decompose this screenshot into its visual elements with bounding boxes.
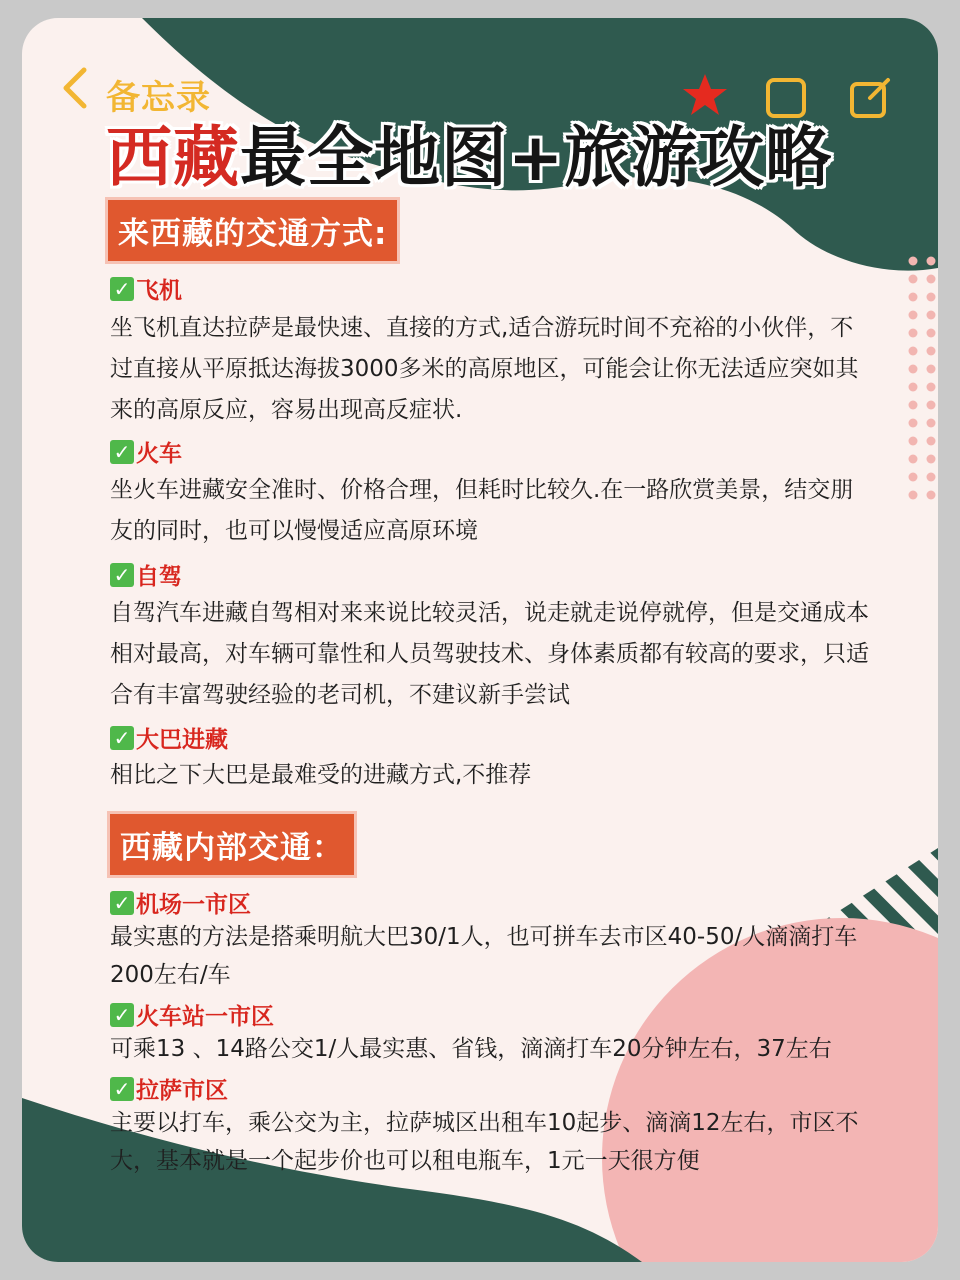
- item-head-station: [110, 998, 274, 1031]
- item-label: 火车站一市区: [136, 1004, 274, 1030]
- item-text-train: 坐火车进藏安全准时、价格合理，但耗时比较久.在一路欣赏美景，结交朋友的同时，也可以慢慢适应高原环境: [110, 477, 854, 544]
- item-label: 大巴进藏: [136, 727, 228, 753]
- checkmark-icon: ✓: [110, 277, 134, 301]
- title-red-part: 西藏: [106, 119, 240, 196]
- item-label: 飞机: [136, 278, 182, 304]
- item-label: 拉萨市区: [136, 1078, 228, 1104]
- checkmark-icon: ✓: [110, 1077, 134, 1101]
- checkmark-icon: ✓: [110, 563, 134, 587]
- note-card: [22, 18, 938, 1262]
- item-text-plane: 坐飞机直达拉萨是最快速、直接的方式,适合游玩时间不充裕的小伙伴，不过直接从平原抵达海拔3000多米的高原地区，可能会让你无法适应突如其来的高原反应，容易出现高反症状.: [110, 315, 859, 423]
- item-label: 火车: [136, 441, 182, 467]
- back-button[interactable]: [58, 66, 94, 114]
- item-text-self-drive: 自驾汽车进藏自驾相对来来说比较灵活，说走就走说停就停，但是交通成本相对最高，对车辆可靠性和人员驾驶技术、身体素质都有较高的要求，只适合有丰富驾驶经验的老司机，不建议新手尝试: [110, 600, 869, 708]
- item-head-airport: [110, 886, 251, 919]
- back-label[interactable]: 备忘录: [106, 78, 211, 118]
- item-head-bus: [110, 721, 228, 754]
- checkmark-icon: ✓: [110, 1003, 134, 1027]
- section-heading-transport: 来西藏的交通方式:: [108, 200, 397, 261]
- page-title: [106, 104, 832, 199]
- edit-icon[interactable]: [848, 76, 892, 120]
- item-text-airport: 最实惠的方法是搭乘明航大巴30/1人，也可拼车去市区40-50/人滴滴打车200左右/车: [110, 924, 858, 988]
- item-head-plane: [110, 272, 182, 305]
- item-label: 自驾: [136, 564, 182, 590]
- checkmark-icon: ✓: [110, 891, 134, 915]
- section-heading-local-transport: 西藏内部交通：: [110, 814, 354, 875]
- item-head-lhasa: [110, 1072, 228, 1105]
- title-dark-part: 最全地图+旅游攻略: [240, 119, 833, 196]
- checkmark-icon: ✓: [110, 726, 134, 750]
- item-label: 机场一市区: [136, 892, 251, 918]
- item-head-self-drive: [110, 558, 182, 591]
- item-text-lhasa: 主要以打车，乘公交为主，拉萨城区出租车10起步、滴滴12左右，市区不大，基本就是一个起步价也可以租电瓶车，1元一天很方便: [110, 1110, 859, 1174]
- chevron-left-icon: [58, 66, 94, 110]
- item-text-station: 可乘13 、14路公交1/人最实惠、省钱，滴滴打车20分钟左右，37左右: [110, 1036, 832, 1062]
- item-text-bus: 相比之下大巴是最难受的进藏方式,不推荐: [110, 762, 532, 788]
- checkmark-icon: ✓: [110, 440, 134, 464]
- item-head-train: [110, 435, 182, 468]
